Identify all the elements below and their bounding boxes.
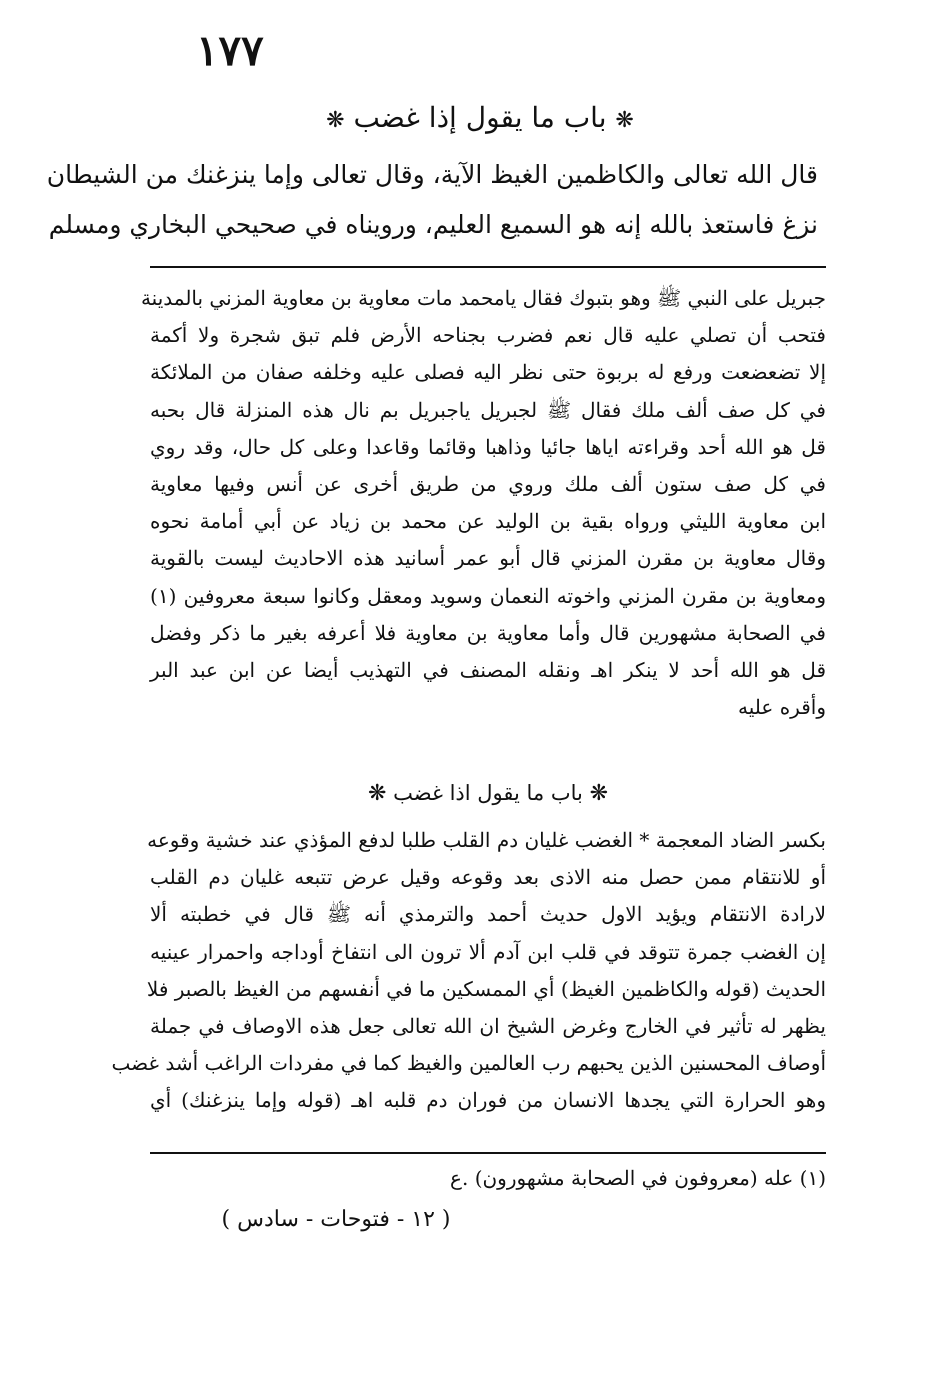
divider-rule: [150, 266, 826, 268]
ornament-icon: ❋: [589, 781, 609, 806]
matn-text: [46, 150, 818, 250]
footnote-rule: [150, 1152, 826, 1154]
commentary-line: قل هو الله أحد لا ينكر اهـ ونقله المصنف في التهذيب أيضا عن ابن عبد البر: [150, 658, 826, 683]
printer-signature: ( ١٢ - فتوحات - سادس ): [221, 1207, 451, 1232]
commentary-line: لارادة الانتقام ويؤيد الاول حديث أحمد والترمذي أنه ﷺ قال في خطبته ألا: [150, 902, 826, 927]
commentary-line: وأقره عليه: [738, 695, 826, 720]
commentary-line: أوصاف المحسنين الذين يحبهم رب العالمين والغيظ كما في مفردات الراغب أشد غضب: [111, 1051, 826, 1076]
commentary-line: جبريل على النبي ﷺ وهو بتبوك فقال يامحمد مات معاوية بن معاوية المزني بالمدينة: [140, 286, 826, 310]
commentary-line: فتحب أن تصلي عليه قال نعم فضرب بجناحه الأرض فلم تبق شجرة ولا أكمة: [150, 323, 826, 348]
commentary-line: في الصحابة مشهورين قال وأما معاوية بن معاوية فلا أعرفه بغير ما ذكر وفضل: [150, 620, 826, 645]
commentary-line: بكسر الضاد المعجمة * الغضب غليان دم القلب طلبا لدفع المؤذي عند خشية وقوعه: [147, 828, 826, 852]
ornament-icon: ❋: [367, 781, 387, 806]
commentary-line: وهو الحرارة التي يجدها الانسان من فوران دم قلبه اهـ (قوله وإما ينزغنك) أي: [150, 1088, 826, 1113]
commentary-line: في كل صف ستون ألف ملك وروي من طريق أخرى عن أنس وفيها معاوية: [150, 472, 826, 497]
footnote: (١) عله (معروفون في الصحابة مشهورون) .ع: [450, 1166, 826, 1190]
sub-heading: [150, 775, 826, 812]
ornament-icon: ❋: [326, 108, 345, 133]
commentary-line: إن الغضب جمرة تتوقد في قلب ابن آدم ألا ترون الى انتفاخ أوداجه واحمرار عينيه: [150, 939, 826, 964]
commentary-line: إلا تضعضعت ورفع له بربوة حتى نظر اليه فصلى عليه وخلفه صفان من الملائكة: [150, 360, 826, 385]
page-number: ١٧٧: [196, 26, 264, 75]
sub-heading-text: باب ما يقول اذا غضب: [393, 781, 583, 805]
commentary-line: ومعاوية بن مقرن المزني واخوته النعمان وسويد ومعقل وكانوا سبعة معروفين (١): [150, 583, 826, 608]
main-heading: [150, 100, 810, 139]
commentary-top: [140, 280, 826, 726]
commentary-line: في كل صف ألف ملك فقال ﷺ لجبريل ياجبريل بم نال هذه المنزلة قال بحبه: [150, 397, 826, 422]
commentary-line: يظهر له تأثير في الخارج وغرض الشيخ ان الله تعالى جعل هذه الاوصاف في جملة: [150, 1014, 826, 1039]
ornament-icon: ❋: [615, 108, 634, 133]
main-heading-text: باب ما يقول إذا غضب: [353, 101, 607, 134]
matn-line: نزغ فاستعذ بالله إنه هو السميع العليم، ورويناه في صحيحي البخاري ومسلم: [48, 210, 818, 239]
matn-line: قال الله تعالى والكاظمين الغيظ الآية، وقال تعالى وإما ينزغنك من الشيطان: [46, 160, 818, 189]
commentary-line: قل هو الله أحد وقراءته اياها جائيا وذاهبا وقائما وقاعدا وعلى كل حال، وقد روي: [150, 434, 826, 459]
commentary-line: أو للانتقام ممن حصل منه الاذى بعد وقوعه وقيل عرض تتبعه غليان دم القلب: [150, 865, 826, 890]
commentary-line: الحديث (قوله والكاظمين الغيظ) أي الممسكين ما في أنفسهم من الغيظ بالصبر فلا: [146, 976, 826, 1001]
commentary-line: وقال معاوية بن مقرن المزني قال أبو عمر أسانيد هذه الاحاديث ليست بالقوية: [150, 546, 826, 571]
commentary-line: ابن معاوية الليثي ورواه بقية بن الوليد عن محمد بن زياد عن أبي أمامة نحوه: [150, 509, 826, 534]
commentary-bottom: [111, 822, 826, 1120]
